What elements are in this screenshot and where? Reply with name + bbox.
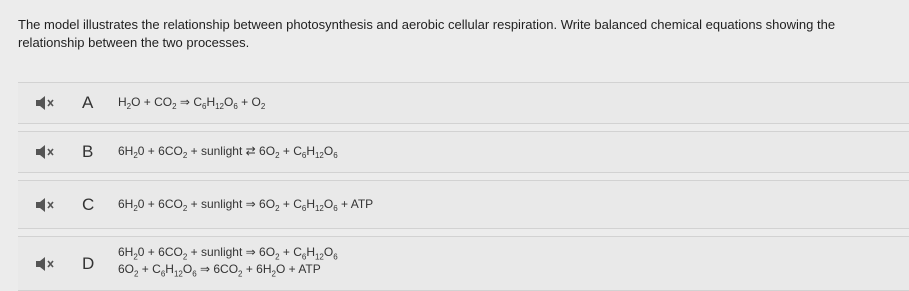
answer-option-b[interactable] <box>18 131 909 173</box>
speaker-mute-icon[interactable] <box>34 144 58 160</box>
option-letter: A <box>82 93 94 112</box>
option-equation-respiration: $6O_2 + C_6H_{12}O_6$ ⇒ $6CO_2 + 6H_2O$ + ATP <box>118 262 321 279</box>
option-equation: $H_2O + CO_2$ ⇒ $C_6H_{12}O_6 + O_2$ <box>118 94 266 112</box>
answer-option-a[interactable] <box>18 82 909 124</box>
option-letter: C <box>82 194 95 214</box>
option-letter: D <box>82 253 95 273</box>
option-equation: $6H_20 + 6CO_2$ + sunlight ⇄ $6O_2 + C_6H_{12}O_6$ <box>118 143 338 161</box>
option-letter: B <box>82 142 94 161</box>
question-text: The model illustrates the relationship between photosynthesis and aerobic cellular respiration. Write balanced chemical equations showing the relationship between the two processes. <box>18 17 836 50</box>
answer-option-d[interactable] <box>18 236 909 291</box>
option-equation-photosynthesis: $6H_20 + 6CO_2$ + sunlight ⇒ $6O_2 + C_6H_{12}O_6$ <box>118 245 338 262</box>
answer-option-c[interactable] <box>18 180 909 229</box>
speaker-mute-icon[interactable] <box>34 95 58 111</box>
option-equation: $6H_20 + 6CO_2$ + sunlight ⇒ $6O_2 + C_6H_{12}O_6$ + ATP <box>118 196 374 213</box>
speaker-mute-icon[interactable] <box>34 197 58 213</box>
speaker-mute-icon[interactable] <box>34 256 58 272</box>
